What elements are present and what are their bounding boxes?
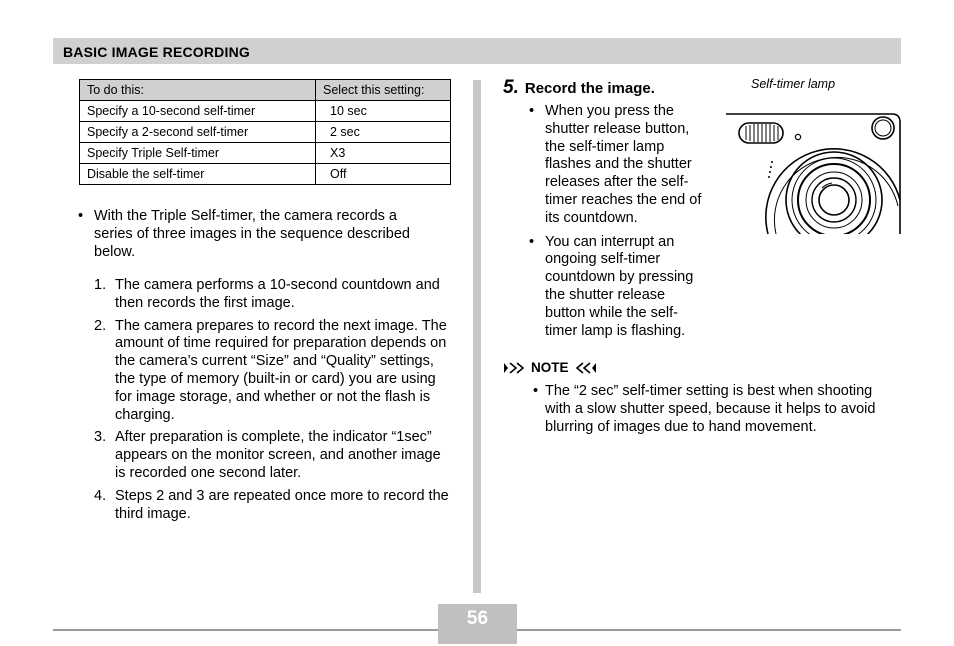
table-cell-setting: Off xyxy=(316,164,451,185)
list-item xyxy=(529,103,704,228)
list-item xyxy=(78,208,438,261)
note-heading xyxy=(503,360,597,375)
step-number: 1. xyxy=(94,277,107,293)
page-number: 56 xyxy=(466,608,489,629)
step-number: 2. xyxy=(94,317,107,334)
camera-front-illustration xyxy=(726,96,902,234)
list-item xyxy=(533,383,898,436)
step-text: Steps 2 and 3 are repeated once more to record the third image. xyxy=(115,487,449,522)
step-number: 4. xyxy=(94,487,107,504)
list-item xyxy=(94,318,454,425)
triple-timer-steps xyxy=(94,277,454,528)
note-label: NOTE xyxy=(531,360,569,375)
step-5-title: Record the image. xyxy=(524,80,655,97)
bullet-marker: • xyxy=(78,208,84,224)
table-cell-setting: 2 sec xyxy=(316,122,451,143)
note-text: The “2 sec” self-timer setting is best when shooting with a slow shutter speed, because it helps to avoid blurring of images due to hand movement. xyxy=(545,383,876,435)
table-row xyxy=(80,122,451,143)
list-item xyxy=(94,277,454,313)
section-header-bar xyxy=(53,38,901,64)
list-item xyxy=(94,488,454,524)
table-row xyxy=(80,143,451,164)
table-cell-action: Specify Triple Self-timer xyxy=(80,143,316,164)
self-timer-settings-table xyxy=(79,79,451,185)
step-number: 3. xyxy=(94,429,107,446)
step-5-number: 5. xyxy=(503,77,519,98)
bullet-marker: • xyxy=(529,233,535,250)
note-arrows-left-icon xyxy=(503,362,525,374)
table-row xyxy=(80,164,451,185)
column-divider xyxy=(473,80,481,593)
step-text: The camera performs a 10-second countdown and then records the first image. xyxy=(115,277,440,311)
table-header-row xyxy=(80,80,451,101)
page-number-badge xyxy=(438,604,517,644)
bullet-marker: • xyxy=(533,383,539,399)
table-cell-setting: X3 xyxy=(316,143,451,164)
step-5-bullets xyxy=(529,103,704,346)
list-item xyxy=(529,234,704,341)
bullet-text: When you press the shutter release button, the self-timer lamp flashes and the shutter releases after the self-timer reaches the end of its countdown. xyxy=(545,103,702,226)
step-text: The camera prepares to record the next image. The amount of time required for preparation depends on the camera’s current “Size” and “Quality” settings, the type of memory (built-in or card) you are using for image storage, and whether or not the flash is charging. xyxy=(115,317,447,423)
table-header-cell: Select this setting: xyxy=(316,80,451,101)
table-cell-action: Specify a 10-second self-timer xyxy=(80,101,316,122)
step-text: After preparation is complete, the indicator “1sec” appears on the monitor screen, and another image is recorded one second later. xyxy=(115,429,441,481)
bullet-text: With the Triple Self-timer, the camera records a series of three images in the sequence described below. xyxy=(94,208,410,260)
table-cell-setting: 10 sec xyxy=(316,101,451,122)
step-5-heading xyxy=(503,77,655,99)
table-row xyxy=(80,101,451,122)
bullet-marker: • xyxy=(529,103,535,119)
triple-self-timer-note xyxy=(78,208,438,261)
table-cell-action: Specify a 2-second self-timer xyxy=(80,122,316,143)
note-text-block xyxy=(533,383,898,436)
list-item xyxy=(94,429,454,482)
self-timer-lamp-caption: Self-timer lamp xyxy=(751,77,836,91)
section-title: BASIC IMAGE RECORDING xyxy=(63,44,250,60)
table-header-cell: To do this: xyxy=(80,80,316,101)
table-cell-action: Disable the self-timer xyxy=(80,164,316,185)
bullet-text: You can interrupt an ongoing self-timer countdown by pressing the shutter release button while the self-timer lamp is flashing. xyxy=(545,233,694,339)
note-arrows-right-icon xyxy=(575,362,597,374)
